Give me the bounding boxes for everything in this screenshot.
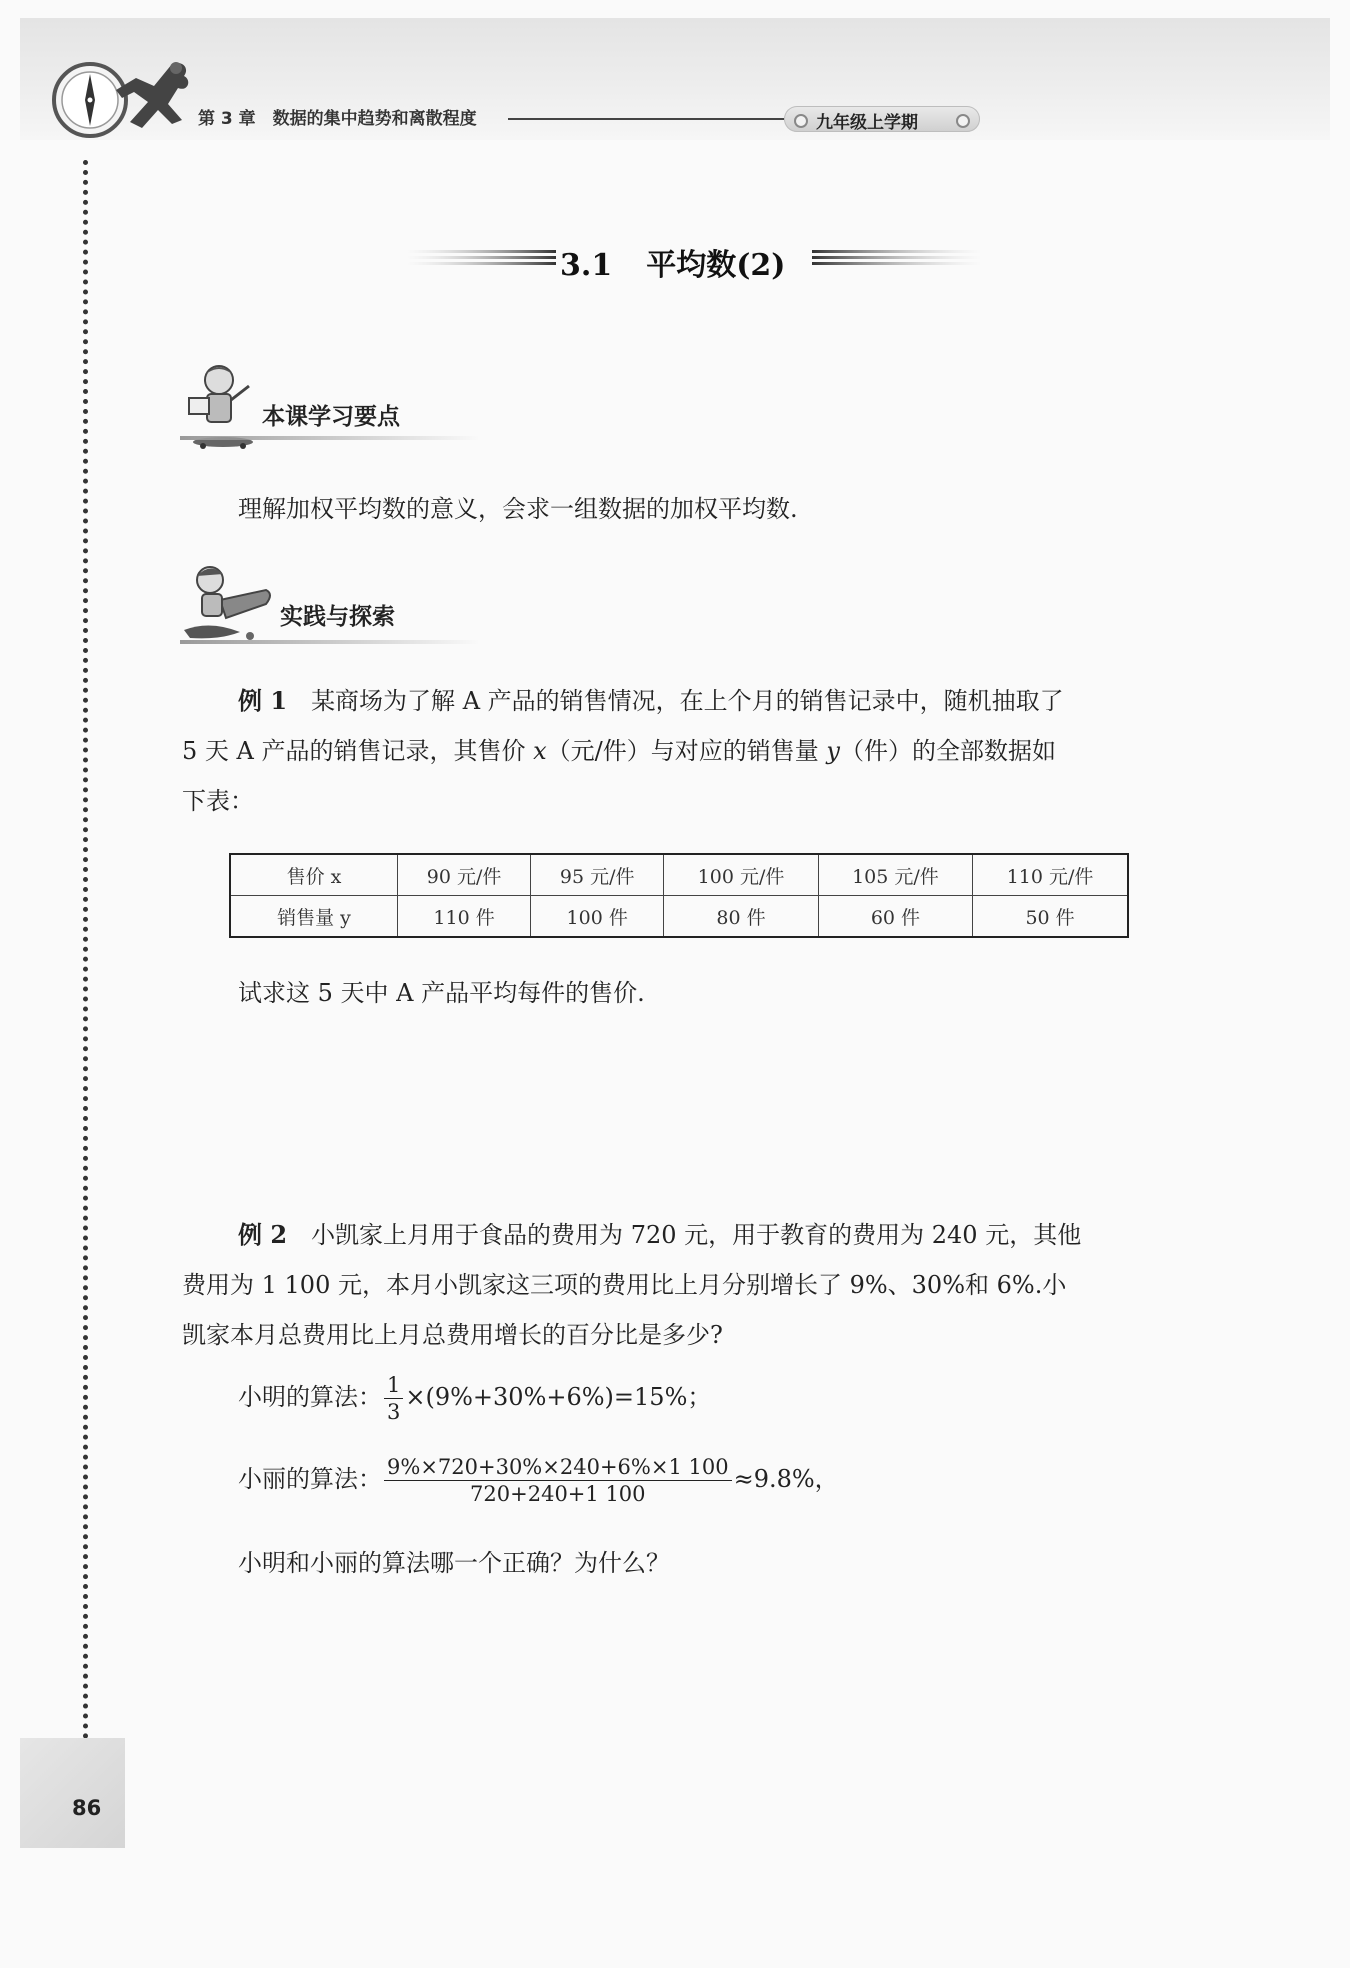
example-1-line-1: [182, 676, 1182, 726]
xiaoming-method: [238, 1372, 711, 1425]
table-cell: 50 件: [973, 896, 1128, 938]
header-rule: [508, 118, 788, 120]
variable-y: y: [826, 737, 840, 765]
practice-heading: 实践与探索: [280, 604, 395, 630]
example-2-text-1: 小凯家上月用于食品的费用为 720 元，用于教育的费用为 240 元，其他: [311, 1221, 1082, 1249]
heading-underline: [180, 436, 480, 440]
table-cell-header: 售价 x: [230, 854, 398, 896]
title-decoration-right: [812, 248, 982, 270]
weighted-fraction: [384, 1454, 732, 1507]
xiaoli-label: 小丽的算法：: [238, 1465, 382, 1493]
price-sales-table: [229, 853, 1129, 938]
badge-dot-left: [794, 114, 808, 128]
grade-label: 九年级上学期: [816, 113, 918, 133]
chapter-title: 第 3 章 数据的集中趋势和离散程度: [198, 109, 477, 129]
table-cell-header: 销售量 y: [230, 896, 398, 938]
xiaoli-method: [238, 1454, 839, 1507]
table-cell: 100 元/件: [664, 854, 818, 896]
table-cell: 100 件: [531, 896, 664, 938]
xiaoming-expression: ×(9%+30%+6%)=15%；: [405, 1383, 712, 1411]
badge-dot-right: [956, 114, 970, 128]
table-cell: 60 件: [818, 896, 972, 938]
example-1-line-2: [182, 726, 1182, 776]
table-cell: 95 元/件: [531, 854, 664, 896]
fraction-denominator: 720+240+1 100: [470, 1482, 646, 1506]
example-2-line-2: 费用为 1 100 元，本月小凯家这三项的费用比上月分别增长了 9%、30%和 6%.小: [182, 1271, 1067, 1299]
study-points-heading: 本课学习要点: [262, 404, 400, 430]
example-1-text-2b: （元/件）与对应的销售量: [546, 737, 827, 765]
table-cell: 90 元/件: [398, 854, 531, 896]
section-number: 3.1: [560, 248, 613, 283]
table-cell: 110 件: [398, 896, 531, 938]
example-2: [182, 1210, 1182, 1360]
dotted-margin-border: [83, 160, 88, 1740]
example-1: [182, 676, 1182, 826]
example-1-text-2c: （件）的全部数据如: [839, 737, 1056, 765]
example-2-line-3: 凯家本月总费用比上月总费用增长的百分比是多少?: [182, 1321, 723, 1349]
heading-underline: [180, 640, 480, 644]
example-1-label: 例 1: [238, 686, 288, 715]
runner-icon: [112, 58, 194, 140]
title-decoration-left: [406, 248, 556, 270]
fraction-numerator: 1: [384, 1372, 403, 1399]
table-row-price: [230, 854, 1128, 896]
table-cell: 110 元/件: [973, 854, 1128, 896]
grade-badge: [784, 106, 980, 132]
page-number: 86: [72, 1796, 102, 1820]
table-cell: 80 件: [664, 896, 818, 938]
variable-x: x: [533, 737, 547, 765]
example-2-label: 例 2: [238, 1220, 288, 1249]
fraction-one-third: [384, 1372, 403, 1425]
example-1-line-3: 下表：: [182, 787, 254, 815]
section-name: 平均数(2): [646, 248, 786, 283]
study-points-text: 理解加权平均数的意义，会求一组数据的加权平均数.: [238, 495, 798, 523]
table-row-sales: [230, 896, 1128, 938]
example-1-text-1: 某商场为了解 A 产品的销售情况，在上个月的销售记录中，随机抽取了: [311, 687, 1064, 715]
table-cell: 105 元/件: [818, 854, 972, 896]
example-2-line-1: [182, 1210, 1182, 1260]
page-number-tab: [20, 1738, 125, 1848]
section-title: [560, 240, 785, 284]
fraction-numerator: 9%×720+30%×240+6%×1 100: [384, 1454, 732, 1481]
fraction-denominator: 3: [387, 1400, 401, 1424]
xiaoli-result: ≈9.8%，: [733, 1465, 839, 1493]
example-1-question: 试求这 5 天中 A 产品平均每件的售价.: [238, 979, 645, 1007]
final-question: 小明和小丽的算法哪一个正确？为什么？: [238, 1549, 670, 1577]
example-1-text-2a: 5 天 A 产品的销售记录，其售价: [182, 737, 534, 765]
boy-sliding-icon: [180, 560, 276, 648]
xiaoming-label: 小明的算法：: [238, 1383, 382, 1411]
